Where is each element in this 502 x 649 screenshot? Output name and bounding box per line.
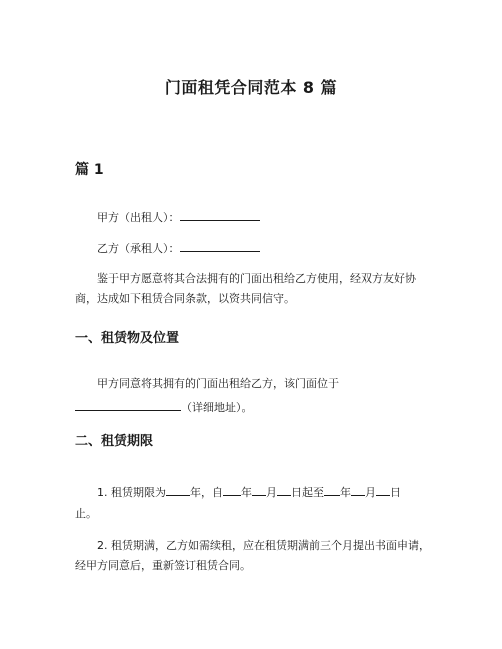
clause-1-heading: 一、租赁物及位置 <box>75 331 180 346</box>
term-text-a: 1. 租赁期限为 <box>97 486 166 499</box>
party-a-label: 甲方（出租人）： <box>97 211 180 224</box>
section-heading: 篇 1 <box>75 162 104 178</box>
party-b-blank <box>180 239 260 252</box>
term-text-f: 年 <box>340 486 351 499</box>
party-a-line <box>97 208 260 227</box>
address-note: （详细地址）。 <box>181 401 253 414</box>
term-text-h: 日 <box>390 486 401 499</box>
party-a-blank <box>180 208 260 221</box>
end-year-blank <box>324 483 340 496</box>
end-month-blank <box>351 483 365 496</box>
document-title: 门面租凭合同范本 8 篇 <box>164 78 338 97</box>
term-text-e: 日起至 <box>291 486 324 499</box>
clause-2-heading: 二、租赁期限 <box>75 434 154 449</box>
start-day-blank <box>277 483 291 496</box>
end-day-blank <box>376 483 390 496</box>
party-b-label: 乙方（承租人）： <box>97 242 180 255</box>
address-blank <box>75 398 181 411</box>
term-text-g: 月 <box>365 486 376 499</box>
clause-1-text-line-1: 甲方同意将其拥有的门面出租给乙方，该门面位于 <box>97 377 339 390</box>
term-years-blank <box>166 483 190 496</box>
term-text-d: 月 <box>266 486 277 499</box>
start-year-blank <box>223 483 241 496</box>
clause-2-item-2: 2. 租赁期满，乙方如需续租，应在租赁期满前三个月提出书面申请，经甲方同意后，重新签订租赁合同。 <box>75 539 430 572</box>
clause-2-item-1-line-2: 止。 <box>75 507 97 520</box>
start-month-blank <box>252 483 266 496</box>
clause-2-item-1-line-1 <box>97 483 401 502</box>
clause-1-text-line-2 <box>75 398 253 417</box>
term-text-c: 年 <box>241 486 252 499</box>
party-b-line <box>97 239 260 258</box>
intro-paragraph: 鉴于甲方愿意将其合法拥有的门面出租给乙方使用，经双方友好协商，达成如下租赁合同条款，以资共同信守。 <box>75 272 416 305</box>
term-text-b: 年，自 <box>190 486 223 499</box>
